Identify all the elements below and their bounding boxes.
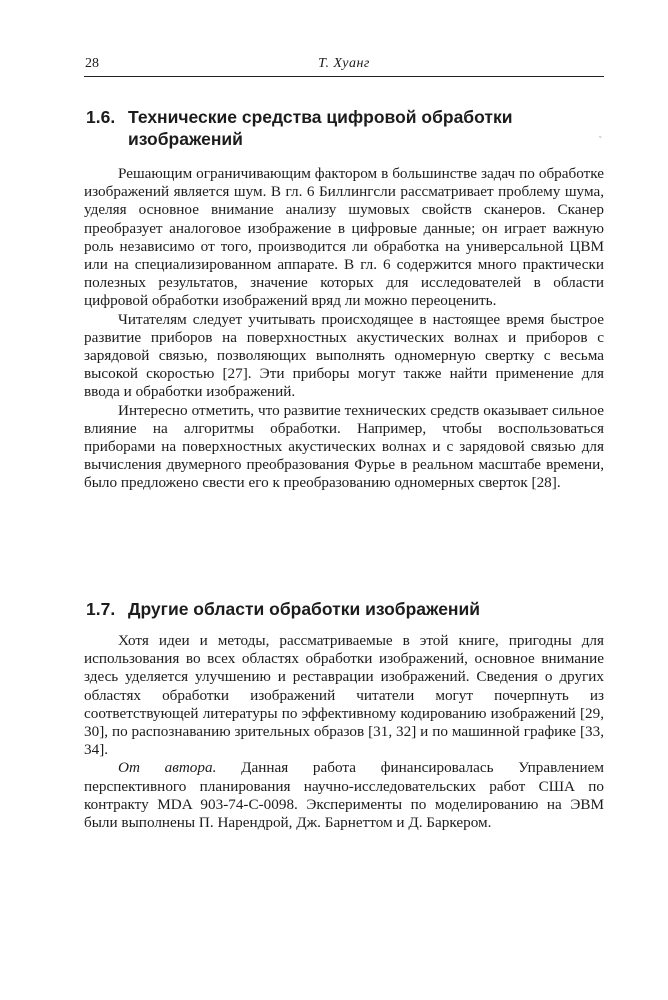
- section-heading-1-6: [86, 106, 586, 150]
- running-title: Т. Хуанг: [318, 56, 370, 71]
- section-number: 1.7.: [86, 599, 116, 619]
- paragraph: Хотя идеи и методы, рассматриваемые в этой книге, пригодны для использования во всех областях обработки изображений, основное внимание здесь уделяется улучшению и реставрации изображений. Сведения о других областях обработки изображений читатели могут почерпнуть из соответствующей литературы по эффективному кодированию изображений [29, 30], по распознаванию зрительных образов [31, 32] и по машинной графике [33, 34].: [84, 632, 604, 759]
- page-content: [84, 0, 604, 1000]
- section-title: Другие области обработки изображений: [128, 599, 481, 619]
- scan-speck: ˇ: [599, 135, 602, 144]
- header-rule: [84, 76, 604, 77]
- author-note-text: Данная работа финансировалась Управлением перспективного планирования научно-исследовательских работ США по контракту MDA 903-74-С-0098. Эксперименты по моделированию на ЭВМ были выполнены П. Нарендрой, Дж. Барнеттом и Д. Баркером.: [84, 759, 604, 832]
- paragraph: Читателям следует учитывать происходящее в настоящее время быстрое развитие приборов на поверхностных акустических волнах и приборов с зарядовой связью, позволяющих выполнять одномерную свертку с весьма высокой скоростью [27]. Эти приборы могут также найти применение для ввода и обработки изображений.: [84, 310, 604, 401]
- section-title: Технические средства цифровой обработки изображений: [128, 107, 513, 149]
- section-heading-1-7: [86, 598, 586, 620]
- author-note: [84, 759, 604, 832]
- paragraph: Решающим ограничивающим фактором в большинстве задач по обработке изображений является шум. В гл. 6 Биллингсли рассматривает проблему шума, уделяя основное внимание анализу шумовых свойств сканеров. Сканер преобразует аналоговое изображение в цифровые данные; он играет важную роль независимо от того, производится ли обработка на универсальной ЦВМ или на специализированном аппарате. В гл. 6 содержится много практически полезных результатов, значение которых для исследователей в области цифровой обработки изображений вряд ли можно переоценить.: [84, 165, 604, 310]
- section-number: 1.6.: [86, 107, 116, 127]
- section-body-1-6: [84, 165, 604, 493]
- paragraph: Интересно отметить, что развитие технических средств оказывает сильное влияние на алгоритмы обработки. Например, чтобы воспользоваться приборами на поверхностных акустических волнах и с зарядовой связью для вычисления двумерного преобразования Фурье в реальном масштабе времени, было предложено свести его к преобразованию одномерных сверток [28].: [84, 401, 604, 492]
- running-head: [84, 56, 604, 78]
- section-body-1-7: [84, 632, 604, 832]
- page-number: 28: [85, 56, 99, 71]
- author-note-lead: От автора.: [118, 759, 217, 777]
